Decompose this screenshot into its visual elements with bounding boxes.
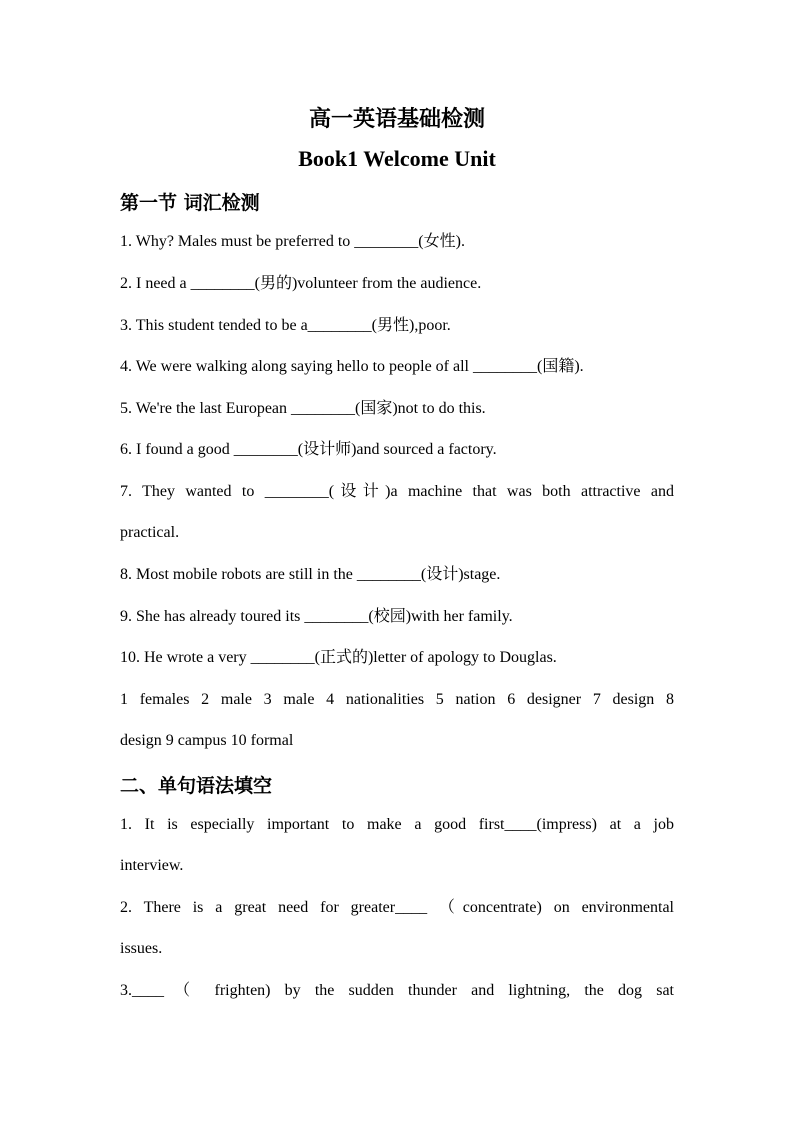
vocab-question-10: 10. He wrote a very ________(正式的)letter of apology to Douglas. [120, 649, 557, 666]
section-heading-grammar: 二、单句语法填空 [120, 775, 273, 797]
vocab-question-2: 2. I need a ________(男的)volunteer from the audience. [120, 275, 482, 292]
vocab-question-5: 5. We're the last European ________(国家)not to do this. [120, 400, 486, 417]
vocab-question-9: 9. She has already toured its ________(校园)with her family. [120, 608, 513, 625]
grammar-question-3: 3.____（ frighten) by the sudden thunder and lightning, the dog sat [120, 982, 674, 999]
vocab-question-7-continued: practical. [120, 524, 180, 541]
answer-key-line-1: 1 females 2 male 3 male 4 nationalities 5 nation 6 designer 7 design 8 [120, 691, 674, 708]
vocab-question-7: 7. They wanted to ________(设计)a machine that was both attractive and [120, 483, 674, 500]
section-heading-vocabulary: 第一节 词汇检测 [120, 192, 260, 214]
vocab-question-4: 4. We were walking along saying hello to people of all ________(国籍). [120, 358, 584, 375]
vocab-question-8: 8. Most mobile robots are still in the ________(设计)stage. [120, 566, 501, 583]
grammar-question-1-continued: interview. [120, 857, 184, 874]
document-title: 高一英语基础检测 [308, 107, 485, 132]
answer-key-line-2: design 9 campus 10 formal [120, 732, 294, 749]
vocab-question-3: 3. This student tended to be a________(男性),poor. [120, 317, 451, 334]
grammar-question-1: 1. It is especially important to make a good first____(impress) at a job [120, 816, 674, 833]
document-subtitle: Book1 Welcome Unit [298, 146, 496, 171]
vocab-question-6: 6. I found a good ________(设计师)and sourced a factory. [120, 441, 497, 458]
vocab-question-1: 1. Why? Males must be preferred to ________(女性). [120, 233, 465, 250]
grammar-question-2: 2. There is a great need for greater____ （concentrate) on environmental [120, 899, 674, 916]
grammar-question-2-continued: issues. [120, 940, 163, 957]
